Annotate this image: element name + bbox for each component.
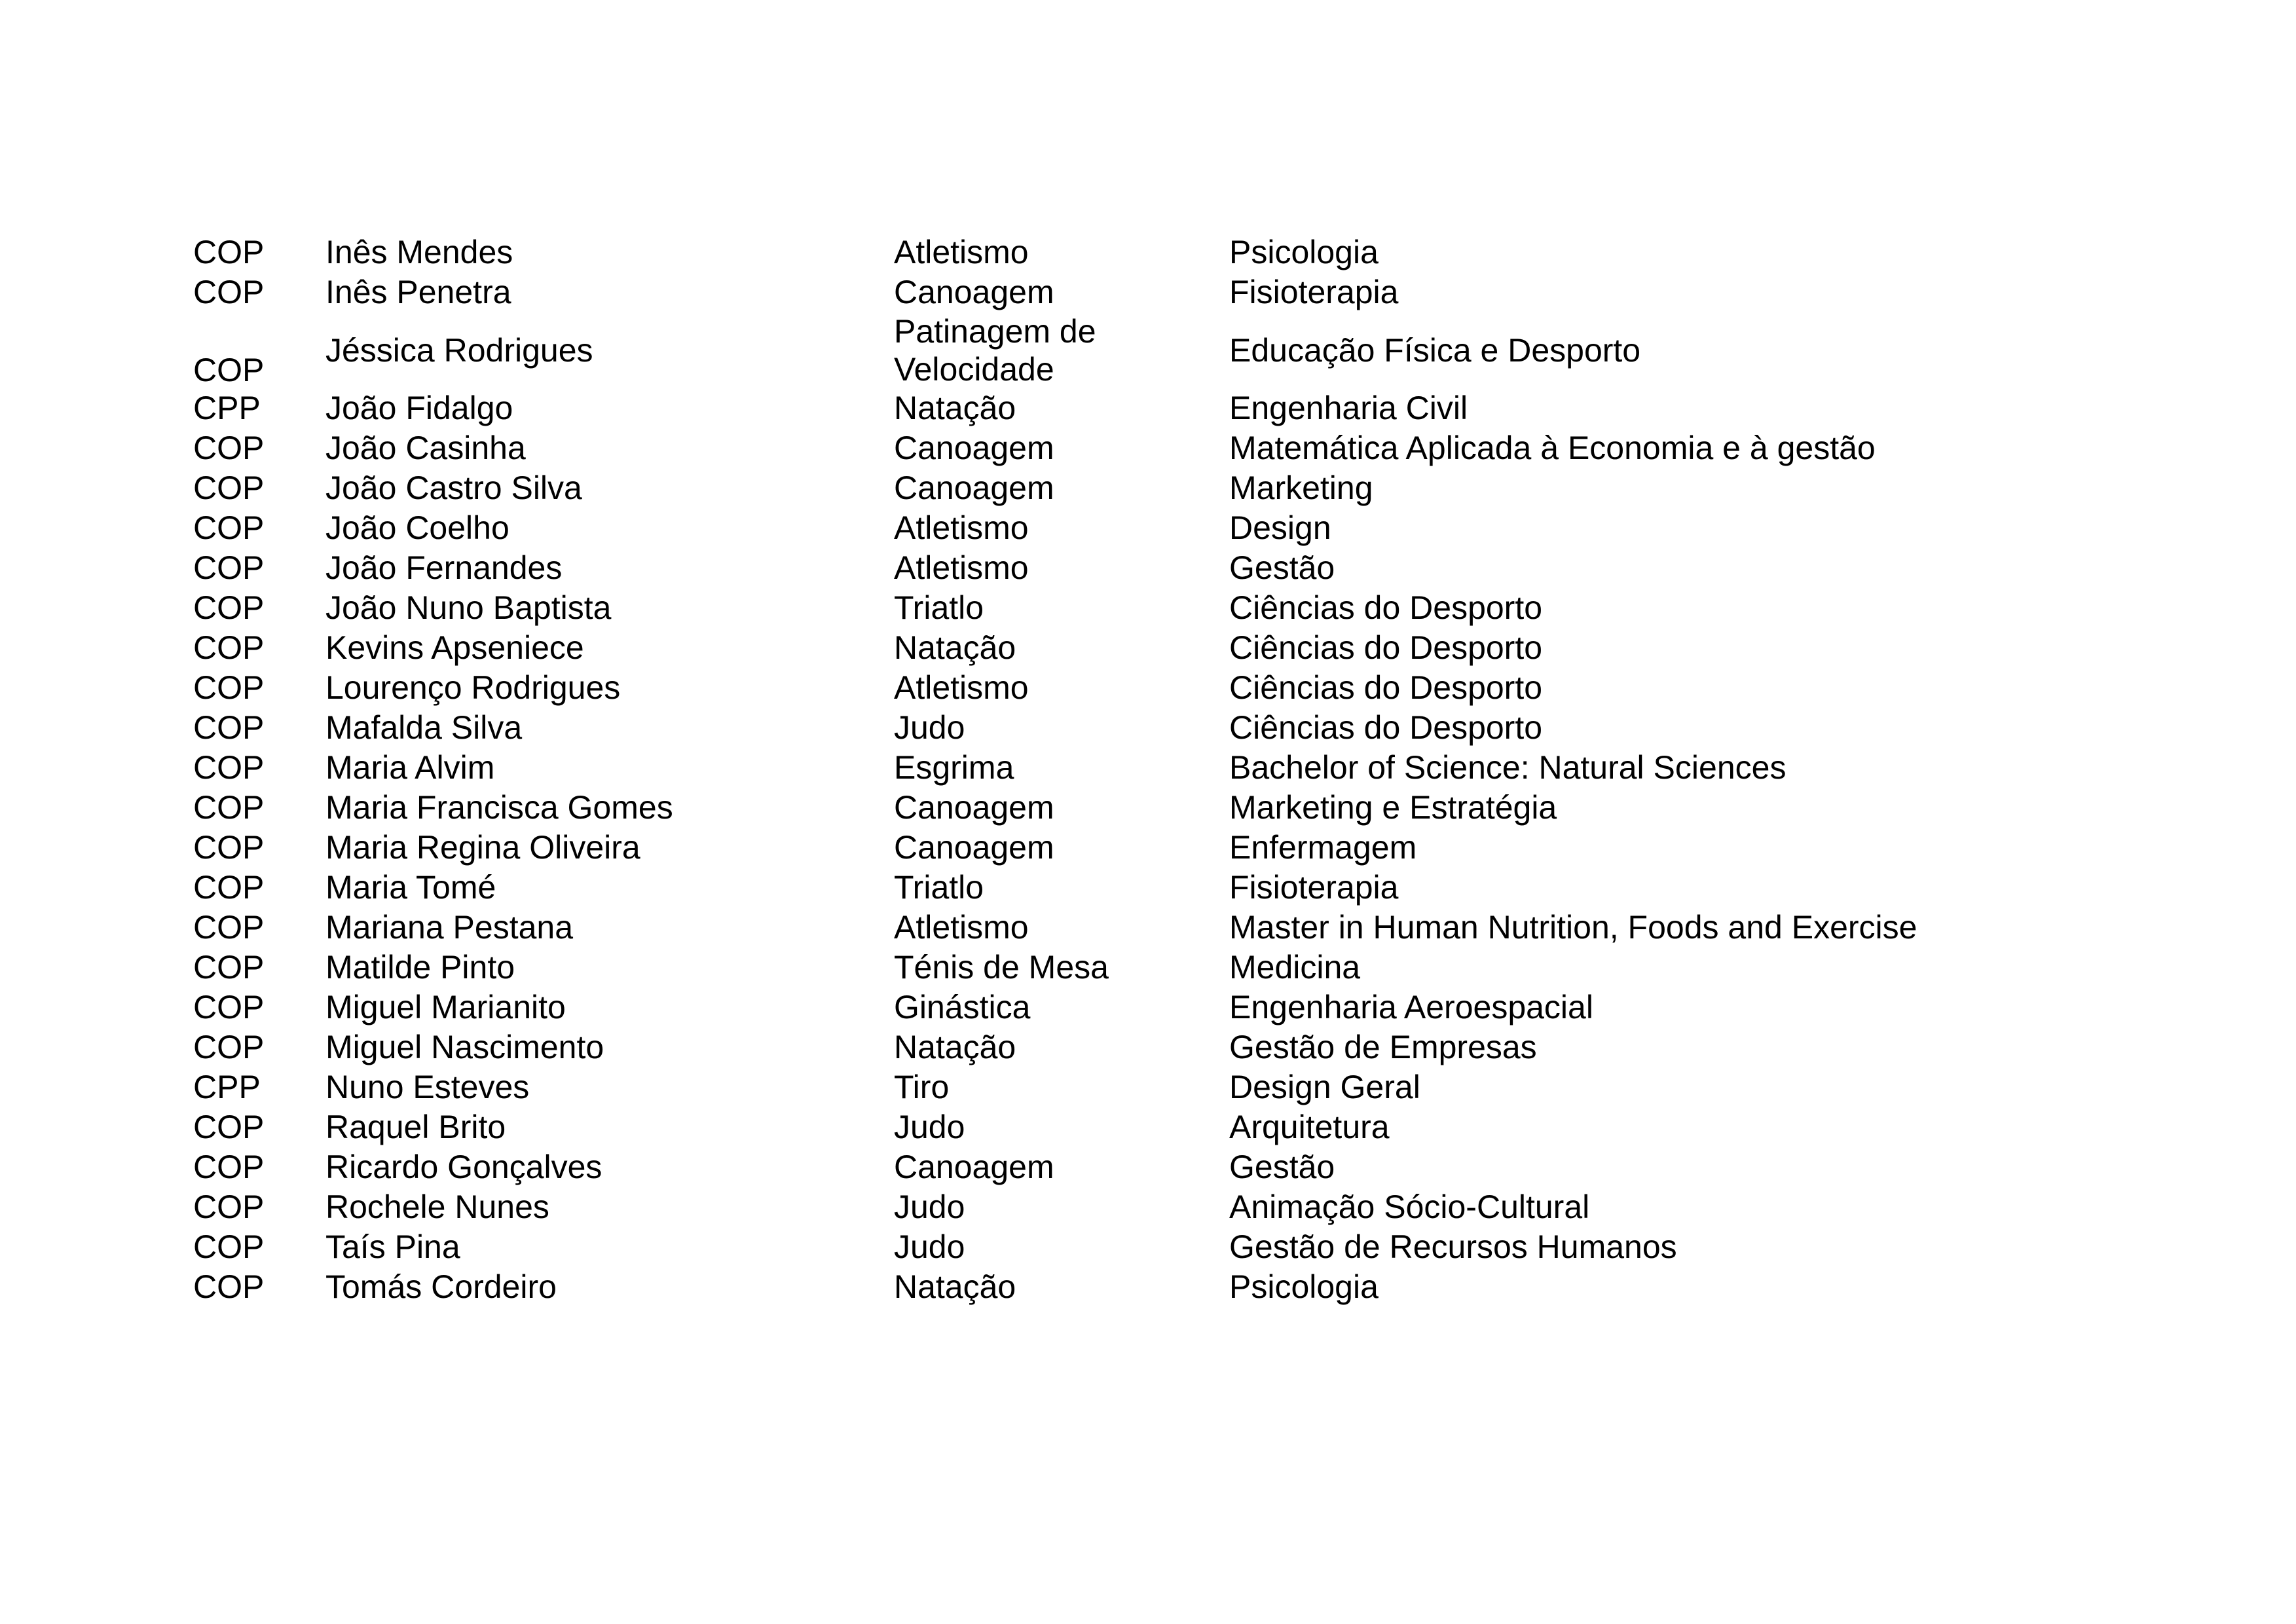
course-cell: Design Geral bbox=[1229, 1069, 1420, 1105]
org-cell: CPP bbox=[193, 1069, 261, 1105]
name-cell: Matilde Pinto bbox=[325, 949, 515, 986]
sport-cell: Ténis de Mesa bbox=[894, 949, 1109, 986]
org-cell: COP bbox=[193, 1109, 265, 1145]
sport-cell: Judo bbox=[894, 709, 965, 746]
sport-cell: Natação bbox=[894, 629, 1016, 666]
list-row bbox=[0, 987, 2296, 1027]
org-cell: COP bbox=[193, 909, 265, 946]
sport-line: Patinagem de bbox=[894, 313, 1096, 350]
sport-cell: Canoagem bbox=[894, 829, 1054, 866]
course-cell: Engenharia Aeroespacial bbox=[1229, 989, 1593, 1025]
sport-cell: Canoagem bbox=[894, 789, 1054, 826]
org-cell: COP bbox=[193, 789, 265, 826]
course-cell: Animação Sócio-Cultural bbox=[1229, 1189, 1590, 1225]
name-cell: Lourenço Rodrigues bbox=[325, 669, 621, 706]
name-cell: Jéssica Rodrigues bbox=[325, 332, 593, 369]
list-row bbox=[0, 908, 2296, 948]
org-cell: CPP bbox=[193, 390, 261, 426]
course-cell: Bachelor of Science: Natural Sciences bbox=[1229, 749, 1787, 786]
course-cell: Medicina bbox=[1229, 949, 1361, 986]
course-cell: Ciências do Desporto bbox=[1229, 629, 1543, 666]
org-cell: COP bbox=[193, 430, 265, 466]
sport-cell: Atletismo bbox=[894, 509, 1029, 546]
list-row bbox=[0, 388, 2296, 428]
list-row bbox=[0, 588, 2296, 628]
sport-cell: Canoagem bbox=[894, 470, 1054, 506]
name-cell: Maria Alvim bbox=[325, 749, 495, 786]
sport-cell: Atletismo bbox=[894, 669, 1029, 706]
course-cell: Psicologia bbox=[1229, 234, 1379, 270]
name-cell: Maria Tomé bbox=[325, 869, 496, 906]
name-cell: João Fidalgo bbox=[325, 390, 513, 426]
sport-cell: Judo bbox=[894, 1228, 965, 1265]
list-row bbox=[0, 428, 2296, 468]
course-cell: Enfermagem bbox=[1229, 829, 1417, 866]
course-cell: Gestão de Recursos Humanos bbox=[1229, 1228, 1677, 1265]
org-cell: COP bbox=[193, 509, 265, 546]
list-row bbox=[0, 1227, 2296, 1267]
sport-cell: Natação bbox=[894, 390, 1016, 426]
list-row bbox=[0, 828, 2296, 868]
list-row bbox=[0, 1107, 2296, 1147]
org-cell: COP bbox=[193, 749, 265, 786]
sport-cell: Atletismo bbox=[894, 909, 1029, 946]
list-row bbox=[0, 468, 2296, 508]
sport-cell: Triatlo bbox=[894, 869, 984, 906]
course-cell: Master in Human Nutrition, Foods and Exercise bbox=[1229, 909, 1917, 946]
org-cell: COP bbox=[193, 669, 265, 706]
org-cell: COP bbox=[193, 949, 265, 986]
course-cell: Matemática Aplicada à Economia e à gestão bbox=[1229, 430, 1876, 466]
org-cell: COP bbox=[193, 709, 265, 746]
course-cell: Design bbox=[1229, 509, 1331, 546]
sport-cell: Ginástica bbox=[894, 989, 1031, 1025]
list-row bbox=[0, 272, 2296, 312]
name-cell: Miguel Marianito bbox=[325, 989, 566, 1025]
name-cell: Inês Penetra bbox=[325, 274, 511, 310]
org-cell: COP bbox=[193, 549, 265, 586]
list-row bbox=[0, 788, 2296, 828]
name-cell: Maria Regina Oliveira bbox=[325, 829, 640, 866]
sport-cell: Canoagem bbox=[894, 274, 1054, 310]
name-cell: João Coelho bbox=[325, 509, 509, 546]
list-row bbox=[0, 628, 2296, 668]
list-row bbox=[0, 1027, 2296, 1067]
name-cell: João Nuno Baptista bbox=[325, 589, 612, 626]
course-cell: Fisioterapia bbox=[1229, 274, 1399, 310]
course-cell: Marketing bbox=[1229, 470, 1373, 506]
name-cell: Inês Mendes bbox=[325, 234, 513, 270]
name-cell: João Casinha bbox=[325, 430, 526, 466]
org-cell: COP bbox=[193, 1228, 265, 1265]
list-row bbox=[0, 548, 2296, 588]
list-row bbox=[0, 668, 2296, 708]
org-cell: COP bbox=[193, 274, 265, 310]
course-cell: Arquitetura bbox=[1229, 1109, 1390, 1145]
sport-cell: Triatlo bbox=[894, 589, 984, 626]
list-row bbox=[0, 948, 2296, 987]
list-row bbox=[0, 1067, 2296, 1107]
sport-cell: Natação bbox=[894, 1029, 1016, 1065]
name-cell: Miguel Nascimento bbox=[325, 1029, 604, 1065]
name-cell: Ricardo Gonçalves bbox=[325, 1149, 602, 1185]
org-cell: COP bbox=[193, 1149, 265, 1185]
name-cell: Tomás Cordeiro bbox=[325, 1268, 557, 1305]
list-row bbox=[0, 232, 2296, 272]
course-cell: Psicologia bbox=[1229, 1268, 1379, 1305]
org-cell: COP bbox=[193, 1189, 265, 1225]
sport-cell: Canoagem bbox=[894, 430, 1054, 466]
org-cell: COP bbox=[193, 1268, 265, 1305]
name-cell: Rochele Nunes bbox=[325, 1189, 549, 1225]
sport-cell: Judo bbox=[894, 1189, 965, 1225]
course-cell: Fisioterapia bbox=[1229, 869, 1399, 906]
org-cell: COP bbox=[193, 352, 265, 388]
list-row bbox=[0, 868, 2296, 908]
course-cell: Educação Física e Desporto bbox=[1229, 332, 1641, 369]
list-row bbox=[0, 748, 2296, 788]
org-cell: COP bbox=[193, 869, 265, 906]
sport-cell: Atletismo bbox=[894, 234, 1029, 270]
course-cell: Gestão de Empresas bbox=[1229, 1029, 1537, 1065]
name-cell: Kevins Apseniece bbox=[325, 629, 584, 666]
name-cell: Maria Francisca Gomes bbox=[325, 789, 673, 826]
course-cell: Marketing e Estratégia bbox=[1229, 789, 1557, 826]
org-cell: COP bbox=[193, 470, 265, 506]
sport-line: Velocidade bbox=[894, 351, 1054, 388]
course-cell: Gestão bbox=[1229, 549, 1335, 586]
list-row bbox=[0, 1267, 2296, 1307]
name-cell: Mariana Pestana bbox=[325, 909, 574, 946]
name-cell: Raquel Brito bbox=[325, 1109, 506, 1145]
course-cell: Ciências do Desporto bbox=[1229, 589, 1543, 626]
course-cell: Ciências do Desporto bbox=[1229, 709, 1543, 746]
list-row bbox=[0, 1147, 2296, 1187]
sport-cell bbox=[894, 312, 1169, 388]
org-cell: COP bbox=[193, 589, 265, 626]
list-row bbox=[0, 1187, 2296, 1227]
org-cell: COP bbox=[193, 989, 265, 1025]
org-cell: COP bbox=[193, 829, 265, 866]
sport-cell: Judo bbox=[894, 1109, 965, 1145]
sport-cell: Tiro bbox=[894, 1069, 950, 1105]
name-cell: João Fernandes bbox=[325, 549, 563, 586]
course-cell: Gestão bbox=[1229, 1149, 1335, 1185]
org-cell: COP bbox=[193, 234, 265, 270]
sport-cell: Atletismo bbox=[894, 549, 1029, 586]
course-cell: Engenharia Civil bbox=[1229, 390, 1468, 426]
sport-cell: Canoagem bbox=[894, 1149, 1054, 1185]
list-row bbox=[0, 508, 2296, 548]
course-cell: Ciências do Desporto bbox=[1229, 669, 1543, 706]
name-cell: Nuno Esteves bbox=[325, 1069, 530, 1105]
name-cell: João Castro Silva bbox=[325, 470, 582, 506]
org-cell: COP bbox=[193, 629, 265, 666]
sport-cell: Natação bbox=[894, 1268, 1016, 1305]
list-row bbox=[0, 708, 2296, 748]
sport-cell: Esgrima bbox=[894, 749, 1014, 786]
org-cell: COP bbox=[193, 1029, 265, 1065]
name-cell: Taís Pina bbox=[325, 1228, 460, 1265]
name-cell: Mafalda Silva bbox=[325, 709, 523, 746]
list-row bbox=[0, 312, 2296, 388]
athlete-list bbox=[0, 232, 2296, 1307]
